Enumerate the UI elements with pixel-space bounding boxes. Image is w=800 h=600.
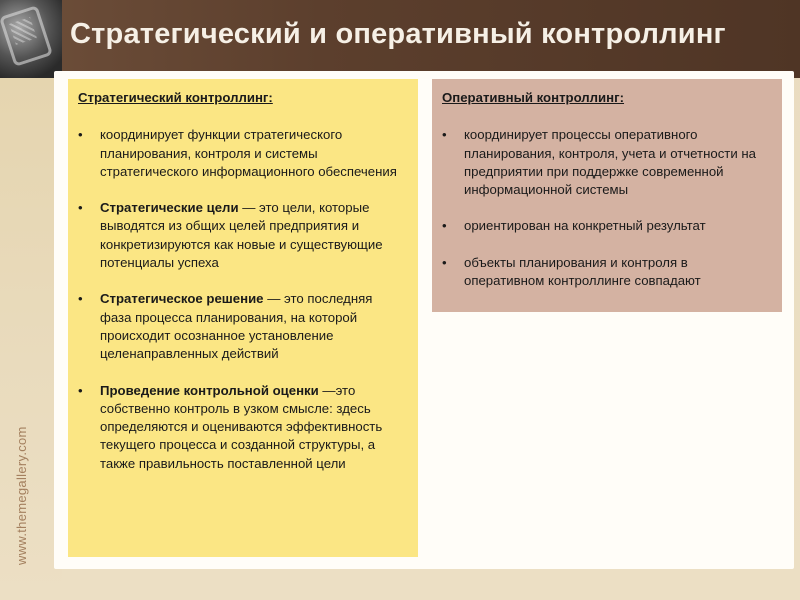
list-item bbox=[78, 199, 408, 272]
bullet-icon: • bbox=[442, 254, 447, 270]
item-text: объекты планирования и контроля в оперативном контроллинге совпадают bbox=[464, 254, 701, 289]
item-text: —это собственно контроль в узком смысле: здесь определяются и оцениваются эффективность текущего процесса и созданной структуры, а также правильность поставленной цели bbox=[100, 382, 383, 471]
strategic-heading: Стратегический контроллинг: bbox=[78, 90, 273, 105]
bullet-icon: • bbox=[78, 382, 83, 398]
operational-heading: Оперативный контроллинг: bbox=[442, 90, 625, 105]
slide-title: Стратегический и оперативный контроллинг bbox=[70, 18, 726, 50]
bullet-icon: • bbox=[442, 218, 447, 234]
strategic-list bbox=[78, 126, 408, 473]
item-term: Стратегические цели bbox=[100, 200, 239, 216]
item-text: ориентирован на конкретный результат bbox=[464, 218, 706, 234]
operational-controlling-box bbox=[432, 79, 782, 312]
bullet-icon: • bbox=[78, 200, 83, 216]
list-item bbox=[442, 126, 772, 199]
title-bar bbox=[0, 0, 800, 78]
item-term: Проведение контрольной оценки bbox=[100, 382, 319, 398]
item-text: — это цели, которые выводятся из общих целей предприятия и конкретизируются как новые и существующие потенциалы успеха bbox=[100, 200, 383, 271]
item-text: координирует функции стратегического планирования, контроля и системы стратегического информационного обеспечения bbox=[100, 127, 397, 179]
item-text: — это последняя фаза процесса планирования, на которой происходит осознанное установление целенаправленных действий bbox=[100, 291, 373, 362]
bullet-icon: • bbox=[442, 127, 447, 143]
list-item bbox=[442, 217, 772, 235]
list-item bbox=[78, 290, 408, 363]
list-item bbox=[78, 126, 408, 181]
item-term: Стратегическое решение bbox=[100, 291, 264, 307]
vertical-url-text: www.themegallery.com bbox=[14, 426, 29, 565]
list-item bbox=[78, 382, 408, 473]
left-decorative-strip bbox=[0, 0, 62, 600]
operational-list bbox=[442, 126, 772, 290]
bullet-icon: • bbox=[78, 127, 83, 143]
logo-thumbnail bbox=[0, 0, 62, 78]
bullet-icon: • bbox=[78, 291, 83, 307]
list-item bbox=[442, 254, 772, 291]
item-text: координирует процессы оперативного планирования, контроля, учета и отчетности на предприятии при поддержке современной информационной системы bbox=[464, 127, 756, 198]
strategic-controlling-box bbox=[68, 79, 418, 557]
